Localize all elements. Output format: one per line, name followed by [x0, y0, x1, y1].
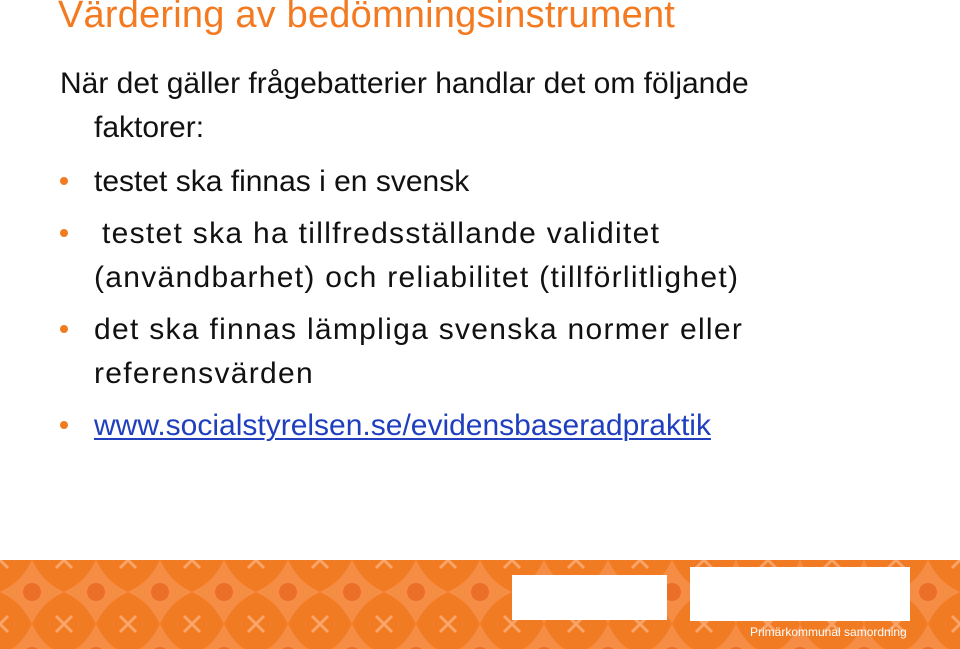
intro-line-2: faktorer:	[94, 111, 205, 144]
bullet-item	[60, 404, 920, 448]
bullet-dot-icon	[60, 325, 68, 333]
slide-title: Värdering av bedömningsinstrument	[58, 0, 676, 36]
bullet-text-line-1: testet ska ha tillfredsställande validitet	[102, 217, 661, 250]
bullet-list	[60, 160, 920, 456]
bullet-item	[60, 212, 920, 300]
bullet-item	[60, 160, 920, 204]
socialstyrelsen-link[interactable]: www.socialstyrelsen.se/evidensbaseradpraktik	[94, 409, 711, 442]
bullet-item	[60, 308, 920, 396]
intro-text	[60, 62, 880, 150]
footer-label: Primärkommunal samordning	[750, 625, 907, 639]
intro-line-1: När det gäller frågebatterier handlar det om följande	[60, 67, 749, 100]
bullet-text-line-2: (användbarhet) och reliabilitet (tillförlitlighet)	[94, 261, 740, 294]
bullet-dot-icon	[60, 177, 68, 185]
bullet-text: testet ska finnas i en svensk	[94, 165, 470, 198]
footer-logo-box	[512, 575, 667, 620]
bullet-dot-icon	[60, 229, 68, 237]
bullet-text: det ska finnas lämpliga svenska normer eller referensvärden	[94, 313, 744, 390]
footer-logo-box	[690, 567, 910, 621]
bullet-dot-icon	[60, 421, 68, 429]
